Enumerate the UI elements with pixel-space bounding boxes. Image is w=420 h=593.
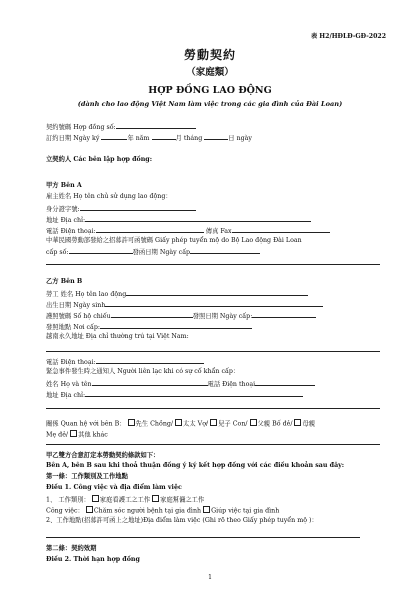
parties-heading: 立契約人 Các bên lập hợp đồng:	[46, 156, 153, 163]
employer-phone-line	[46, 226, 380, 236]
relation-label: 關係 Quan hệ với bên B：	[46, 420, 126, 428]
employer-id-field[interactable]	[80, 204, 196, 211]
party-a-heading: 甲方 Bên A	[46, 182, 82, 189]
relation-option-son: 兒子 Con/	[218, 420, 248, 428]
agreement-vi: Bên A, bên B sau khi thoả thuận đồng ý ký kết hợp đồng với các điều khoản sau đây:	[46, 462, 345, 469]
permit-number-field[interactable]	[69, 247, 133, 254]
vn-address-line	[46, 333, 380, 341]
article2-vi: Điều 2. Thời hạn hợp đồng	[46, 556, 140, 563]
employer-phone-label: 電話 Điện thoại:	[46, 228, 96, 235]
birth-date-label: 出生日期 Ngày sinh	[46, 302, 106, 309]
contact-phone-field[interactable]	[255, 379, 315, 386]
contact-name-label: 姓名 Họ và tên	[46, 381, 92, 388]
relation-option-wife: 太太 Vợ/	[183, 420, 209, 428]
party-b-heading: 乙方 Bên B	[46, 278, 83, 285]
sign-date-label: 訂約日期 Ngày ký	[46, 135, 100, 142]
title-vietnamese: HỢP ĐỒNG LAO ĐỘNG	[148, 85, 272, 96]
page-number: 1	[208, 574, 212, 581]
agreement-zh: 甲乙雙方合意訂定本勞動契約條款如下：	[46, 452, 160, 459]
issue-place-line	[46, 322, 380, 332]
relation-checkbox-son[interactable]	[210, 419, 217, 426]
issue-date-label: 發照日期 Ngày cấp:	[192, 313, 253, 320]
permit-line: 中華民國勞動部發給之招募許可函號碼 Giấy phép tuyển mộ do Bộ Lao động Đài Loan	[46, 237, 302, 244]
employer-address-field[interactable]	[85, 215, 311, 222]
section-divider-2	[46, 444, 380, 445]
job-caregiver-checkbox-vi[interactable]	[86, 506, 93, 513]
job-caregiver-checkbox[interactable]	[92, 495, 99, 502]
worker-phone-field[interactable]	[96, 357, 204, 364]
relation-checkbox-other[interactable]	[70, 430, 77, 437]
sign-year-field[interactable]	[101, 133, 127, 140]
sign-date-line	[46, 133, 380, 143]
job-domestic-label: 家庭幫傭之工作	[160, 496, 205, 504]
relation-option-husband: 先生 Chồng/	[135, 420, 174, 428]
passport-number-field[interactable]	[111, 311, 193, 318]
relation-checkbox-father[interactable]	[250, 419, 257, 426]
contact-address-field-2[interactable]	[46, 408, 380, 409]
sign-day-field[interactable]	[204, 133, 228, 140]
title-chinese: 勞動契約	[183, 48, 236, 62]
contract-number-line	[46, 122, 380, 132]
birth-date-field[interactable]	[105, 300, 323, 307]
contract-number-label: 契約號碼 Hợp đồng số:	[46, 124, 116, 131]
relation-checkbox-wife[interactable]	[175, 419, 182, 426]
subtitle-vietnamese: (dành cho lao động Việt Nam làm việc trong các gia đình của Đài Loan)	[77, 100, 343, 108]
employer-name-label: 雇主姓名 Họ tên chủ sử dụng lao động：	[46, 193, 172, 200]
article2-zh: 第二條：契約效期	[46, 545, 97, 552]
employer-name-line	[46, 193, 380, 201]
birth-date-line	[46, 300, 380, 310]
employer-fax-field[interactable]	[232, 226, 330, 233]
article1-item1-vi-line	[46, 506, 380, 516]
contact-name-field[interactable]	[92, 379, 208, 386]
relation-line	[46, 419, 380, 429]
job-type-label-vi: Công việc：	[46, 507, 84, 515]
passport-number-label: 護照號碼 Số hộ chiếu	[46, 313, 111, 320]
subtitle-chinese: （家庭類）	[186, 67, 234, 78]
contact-address-label: 地址 Địa chỉ:	[46, 392, 86, 399]
issue-place-field[interactable]	[100, 322, 252, 329]
job-domestic-checkbox[interactable]	[152, 495, 159, 502]
emergency-line: 緊急事件發生時之通知人 Người liên lạc khi có sự cố khẩn cấp：	[46, 368, 240, 375]
contact-name-line	[46, 379, 380, 389]
relation-option-father: 父親 Bố đẻ/	[257, 420, 293, 428]
permit-date-field[interactable]	[190, 247, 260, 254]
issue-date-field[interactable]	[252, 311, 316, 318]
section-divider	[46, 264, 380, 265]
employer-fax-label: 傳真 Fax	[205, 228, 232, 235]
work-location-field[interactable]	[46, 537, 360, 538]
worker-name-field[interactable]	[126, 289, 308, 296]
worker-name-line	[46, 289, 380, 299]
worker-phone-label: 電話 Điện thoại:	[46, 359, 96, 366]
relation-checkbox-husband[interactable]	[128, 419, 135, 426]
employer-id-line	[46, 204, 380, 214]
worker-name-label: 勞工 姓名 Họ tên lao động	[46, 291, 127, 298]
article1-vi: Điều 1. Công việc và địa điểm làm việc	[46, 484, 182, 491]
contact-address-field[interactable]	[85, 390, 303, 397]
job-domestic-label-vi: Giúp việc tại gia đình	[211, 507, 280, 515]
contact-address-line	[46, 390, 380, 400]
relation-option-other: 其他 khác	[78, 431, 108, 439]
permit-number-line	[46, 247, 380, 257]
permit-date-label: 發函日期 Ngày cấp	[132, 249, 191, 256]
sign-month-label: 月 tháng	[175, 135, 203, 142]
job-type-label: 1、 工作類別：	[46, 496, 90, 504]
article1-item1-line	[46, 495, 380, 505]
article1-item2-line: 2、工作地點(招募許可函上之地址)Địa điểm làm việc (Ghi rõ theo Giấy phép tuyển mộ )：	[46, 517, 318, 524]
sign-month-field[interactable]	[152, 133, 176, 140]
worker-phone-line	[46, 357, 380, 367]
issue-place-label: 發照地點 Nơi cấp:	[46, 324, 101, 331]
employer-phone-field[interactable]	[96, 226, 204, 233]
sign-day-label: 日 ngày	[228, 135, 252, 142]
relation-checkbox-mother[interactable]	[294, 419, 301, 426]
employer-address-line	[46, 215, 380, 225]
job-domestic-checkbox-vi[interactable]	[203, 506, 210, 513]
relation-option-mother: 母親	[302, 420, 316, 428]
job-caregiver-label: 家庭看護工之工作	[99, 496, 151, 504]
employer-id-label: 身分證字號:	[46, 206, 80, 213]
sign-year-label: 年 năm	[127, 135, 150, 142]
article1-zh: 第一條：工作類別及工作地點	[46, 473, 128, 480]
vn-address-field[interactable]	[46, 351, 380, 352]
contract-number-field[interactable]	[116, 122, 196, 129]
job-caregiver-label-vi: Chăm sóc người bệnh tại gia đình	[93, 507, 202, 515]
relation-line-2	[46, 430, 380, 440]
employer-address-label: 地址 Địa chỉ:	[46, 217, 86, 224]
passport-line	[46, 311, 380, 321]
vn-address-label: 越南永久地址 Địa chỉ thường trú tại Việt Nam:	[46, 333, 189, 340]
permit-number-label: cấp số:	[46, 249, 69, 256]
relation-option-mother-vi: Mẹ đẻ/	[46, 431, 69, 439]
contact-phone-label: 電話 Điện thoại	[207, 381, 256, 388]
document-code: 表 H2/HĐLĐ-GĐ-2022	[310, 33, 386, 40]
